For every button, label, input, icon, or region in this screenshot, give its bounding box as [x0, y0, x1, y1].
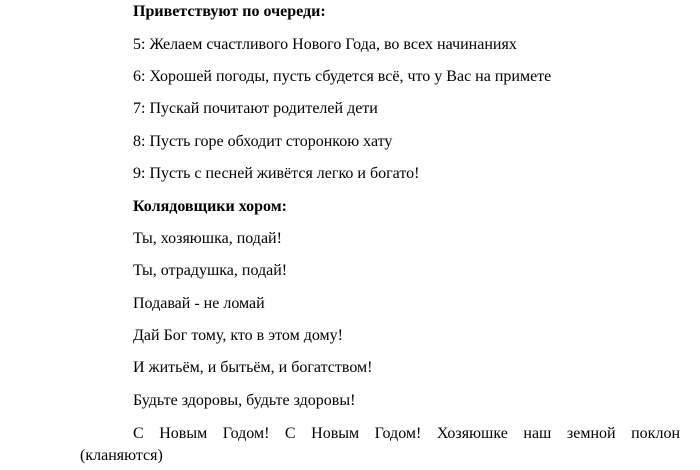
greeting-line: 8: Пусть горе обходит сторонкою хату [133, 133, 393, 150]
chorus-line: Ты, отрадушка, подай! [133, 262, 288, 279]
section-heading-chorus: Колядовщики хором: [133, 198, 287, 215]
greeting-line: 5: Желаем счастливого Нового Года, во всех начинаниях [133, 36, 517, 53]
chorus-line: Подавай - не ломай [133, 295, 265, 312]
greeting-line: 9: Пусть с песней живётся легко и богато! [133, 165, 420, 182]
closing-paragraph-line-1: С Новым Годом! С Новым Годом! Хозяюшке наш земной поклон [133, 425, 680, 442]
greeting-line: 7: Пускай почитают родителей дети [133, 100, 378, 117]
chorus-line: Будьте здоровы, будьте здоровы! [133, 392, 356, 409]
chorus-line: Дай Бог тому, кто в этом дому! [133, 327, 343, 344]
chorus-line: Ты, хозяюшка, подай! [133, 230, 282, 247]
closing-paragraph-line-2: (кланяются) [80, 447, 163, 464]
greeting-line: 6: Хорошей погоды, пусть сбудется всё, что у Вас на примете [133, 68, 552, 85]
chorus-line: И житьём, и бытьём, и богатством! [133, 359, 373, 376]
section-heading-greetings: Приветствуют по очереди: [133, 3, 326, 20]
